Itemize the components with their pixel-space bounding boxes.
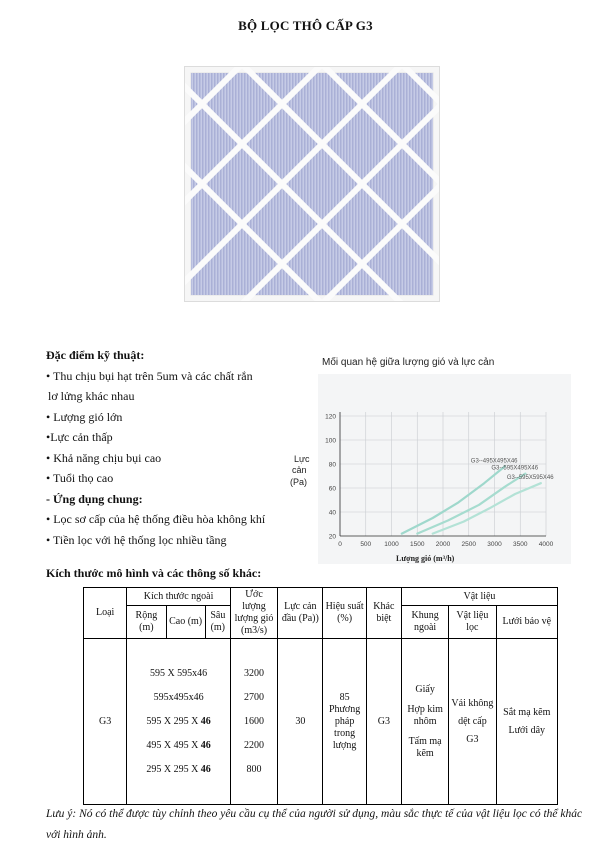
header-sau: Sâu (m) bbox=[205, 606, 230, 639]
application-heading: - Ứng dụng chung: bbox=[46, 491, 143, 506]
flow-value: 3200 bbox=[244, 667, 265, 679]
size-row: 295 X 295 X 46 bbox=[146, 763, 211, 775]
header-khac-biet: Khác biệt bbox=[366, 588, 401, 639]
spec-item: lơ lửng khác nhau bbox=[48, 389, 135, 403]
x-tick-label: 1000 bbox=[384, 541, 399, 548]
filter-image bbox=[184, 66, 440, 302]
cell-luc-can: 30 bbox=[278, 639, 323, 805]
x-tick-label: 3000 bbox=[487, 541, 502, 548]
header-uoc-luong: Ước lượng lượng gió (m3/s) bbox=[230, 588, 277, 639]
cell-vat-lieu-loc: Vải không dệt cấp G3 bbox=[449, 639, 496, 805]
header-vat-lieu-loc: Vật liệu lọc bbox=[449, 606, 496, 639]
header-luc-can: Lực cản đầu (Pa)) bbox=[278, 588, 323, 639]
flow-value: 800 bbox=[246, 763, 262, 775]
header-rong: Rộng (m) bbox=[127, 606, 166, 639]
y-tick-label: 80 bbox=[328, 461, 336, 469]
application-item: • Tiền lọc với hệ thống lọc nhiều tầng bbox=[46, 532, 227, 547]
cell-khac-biet: G3 bbox=[366, 639, 401, 805]
series-label: G3--595X495X46 bbox=[491, 465, 539, 472]
cell-sizes bbox=[127, 639, 231, 805]
header-cao: Cao (m) bbox=[166, 606, 205, 639]
chart-title: Mối quan hệ giữa lượng gió và lực cản bbox=[322, 357, 495, 368]
x-ticks bbox=[338, 541, 553, 548]
x-tick-label: 0 bbox=[338, 541, 342, 548]
y-tick-label: 40 bbox=[328, 509, 336, 517]
specs-table bbox=[83, 587, 558, 805]
note: Lưu ý: Nó có thể được tùy chỉnh theo yêu cầu cụ thể của người sử dụng, màu sắc thực tế của vật liệu lọc có thể khác với hình ảnh. bbox=[46, 808, 583, 841]
header-hieu-suat: Hiệu suất (%) bbox=[323, 588, 366, 639]
cell-loai: G3 bbox=[84, 639, 127, 805]
header-vat-lieu: Vật liệu bbox=[401, 588, 557, 606]
header-luoi: Lưới bảo vệ bbox=[496, 606, 557, 639]
flow-value: 2200 bbox=[244, 739, 265, 751]
x-tick-label: 3500 bbox=[513, 541, 528, 548]
sizes-heading: Kích thước mô hình và các thông số khác: bbox=[46, 566, 262, 580]
y-axis-label-3: (Pa) bbox=[290, 477, 308, 487]
header-kich-thuoc: Kích thước ngoài bbox=[127, 588, 231, 606]
cell-hieu-suat: 85 Phương pháp trong lượng bbox=[323, 639, 366, 805]
specs-heading: Đặc điểm kỹ thuật: bbox=[46, 348, 145, 362]
spec-item: • Tuổi thọ cao bbox=[46, 471, 114, 485]
x-tick-label: 2000 bbox=[435, 541, 451, 548]
spec-item: • Khả năng chịu bụi cao bbox=[46, 450, 162, 465]
series-label: G3--495X495X46 bbox=[470, 458, 518, 465]
y-axis-label-1: Lực bbox=[294, 454, 310, 464]
spec-item: • Lượng gió lớn bbox=[46, 409, 123, 424]
x-tick-label: 4000 bbox=[538, 541, 554, 548]
specs-section bbox=[46, 345, 286, 550]
size-row: 595 X 295 X 46 bbox=[146, 715, 211, 727]
application-item: • Lọc sơ cấp của hệ thống điều hòa không khí bbox=[46, 512, 266, 526]
cell-luoi: Sắt mạ kẽm Lưới dây bbox=[496, 639, 557, 805]
size-row: 495 X 495 X 46 bbox=[146, 739, 211, 751]
airflow-resistance-chart bbox=[288, 348, 573, 570]
size-row: 595x495x46 bbox=[153, 691, 204, 703]
flow-value: 1600 bbox=[244, 715, 265, 727]
series-label: G3--595X595X46 bbox=[506, 475, 554, 482]
size-row: 595 X 595x46 bbox=[149, 667, 208, 679]
x-tick-label: 1500 bbox=[410, 541, 425, 548]
x-tick-label: 500 bbox=[360, 541, 372, 548]
cell-flows bbox=[230, 639, 277, 805]
cell-khung: Giấy Hợp kim nhôm Tấm mạ kẽm bbox=[401, 639, 448, 805]
x-axis-label: Lượng gió (m³/h) bbox=[396, 554, 455, 563]
flow-value: 2700 bbox=[244, 691, 265, 703]
page-title: BỘ LỌC THÔ CẤP G3 bbox=[238, 18, 373, 33]
y-tick-label: 60 bbox=[328, 485, 336, 493]
header-khung: Khung ngoài bbox=[401, 606, 448, 639]
x-tick-label: 2500 bbox=[461, 541, 476, 548]
header-loai: Loại bbox=[84, 588, 127, 639]
spec-item: •Lực cản thấp bbox=[46, 430, 113, 444]
y-tick-label: 120 bbox=[325, 413, 336, 421]
spec-item: • Thu chịu bụi hạt trên 5um và các chất rắn bbox=[46, 368, 253, 383]
y-tick-label: 20 bbox=[328, 533, 336, 541]
y-axis-label-2: cản bbox=[292, 465, 307, 475]
y-tick-label: 100 bbox=[325, 437, 336, 445]
